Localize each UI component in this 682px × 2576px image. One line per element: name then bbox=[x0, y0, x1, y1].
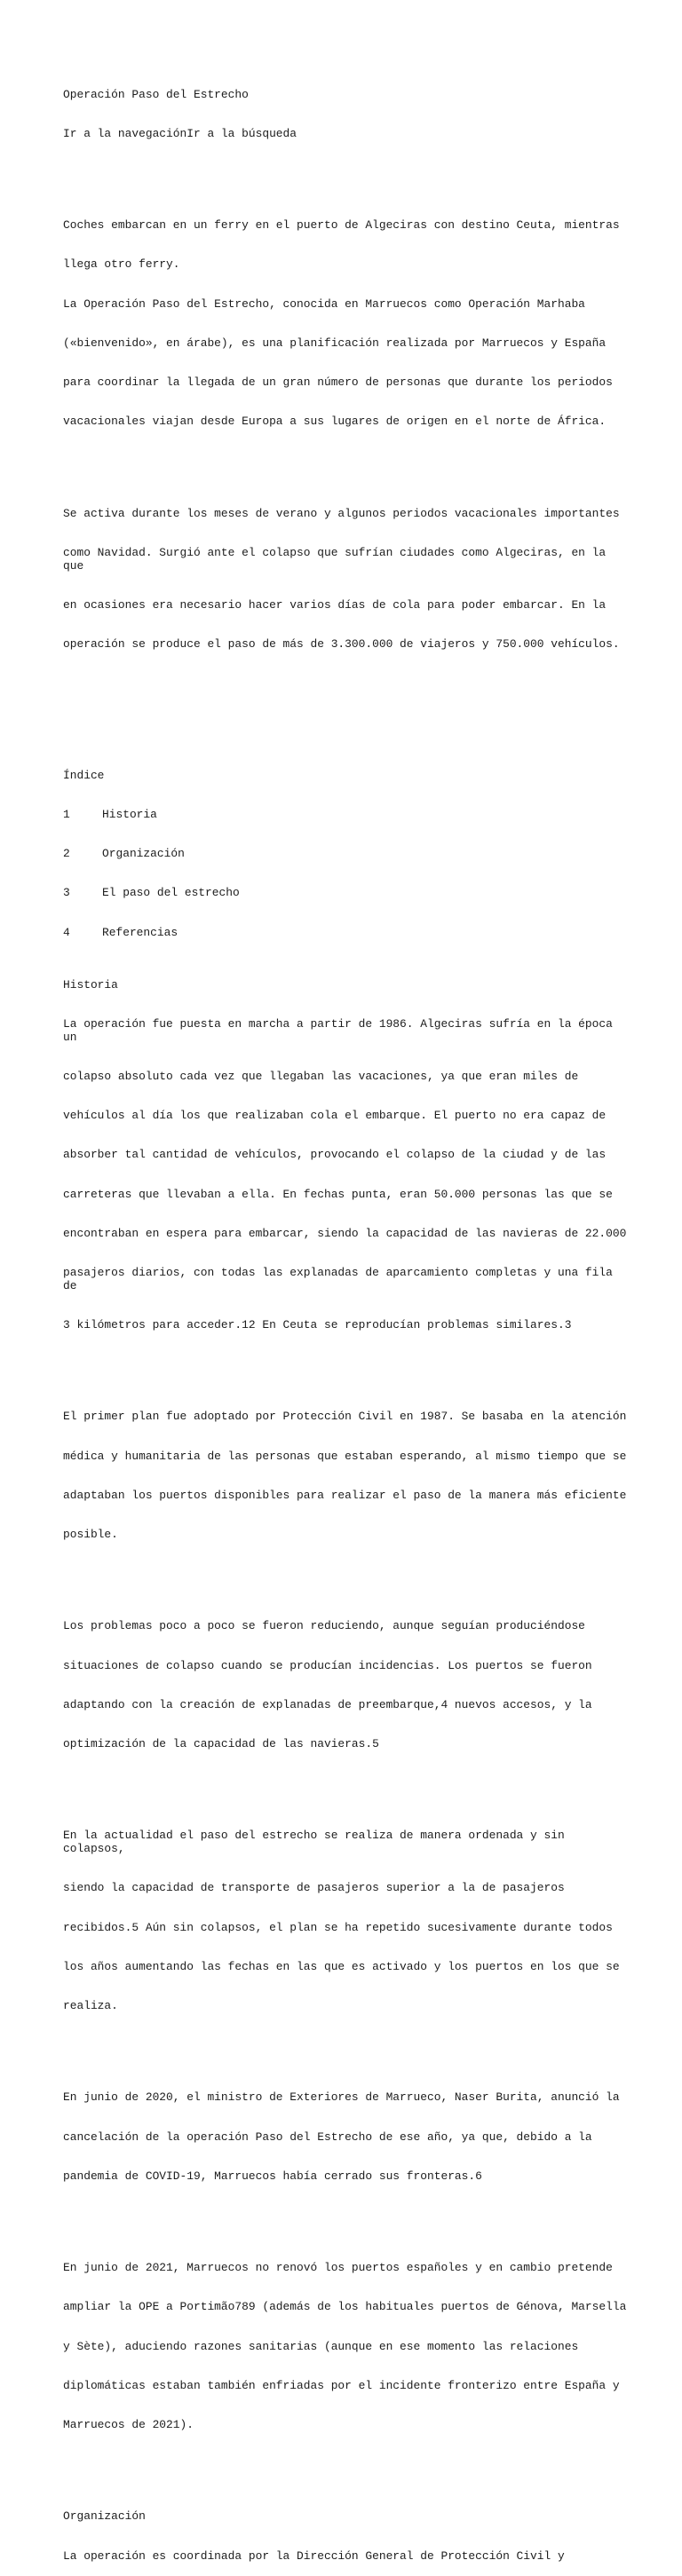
spacer bbox=[63, 2039, 631, 2052]
page-title: Operación Paso del Estrecho bbox=[63, 87, 249, 101]
section-heading-historia: Historia bbox=[63, 977, 118, 992]
spacer bbox=[63, 2209, 631, 2223]
intro-paragraph-line: vacacionales viajan desde Europa a sus lugares de origen en el norte de África. bbox=[63, 415, 607, 429]
toc-item-number: 4 bbox=[63, 925, 70, 939]
toc-item-organizacion[interactable] bbox=[63, 848, 631, 861]
intro-paragraph-line: para coordinar la llegada de un gran número de personas que durante los periodos bbox=[63, 375, 613, 389]
historia-paragraph-line: Marruecos de 2021). bbox=[63, 2418, 194, 2431]
section-heading-organizacion: Organización bbox=[63, 2509, 146, 2524]
historia-paragraph-line: y Sète), aduciendo razones sanitarias (aunque en ese momento las relaciones bbox=[63, 2339, 579, 2353]
intro-paragraph-line: Se activa durante los meses de verano y algunos periodos vacacionales importantes bbox=[63, 506, 620, 520]
spacer bbox=[63, 2458, 631, 2471]
historia-paragraph-line: adaptando con la creación de explanadas de preembarque,4 nuevos accesos, y la bbox=[63, 1697, 592, 1711]
toc-item-paso-estrecho[interactable] bbox=[63, 887, 631, 900]
toc-item-number: 3 bbox=[63, 886, 70, 900]
historia-paragraph-line: encontraban en espera para embarcar, siendo la capacidad de las navieras de 22.000 bbox=[63, 1226, 627, 1240]
spacer bbox=[63, 1358, 631, 1371]
historia-paragraph-line: los años aumentando las fechas en las que es activado y los puertos en los que se bbox=[63, 1959, 620, 1973]
intro-paragraph-line: La Operación Paso del Estrecho, conocida en Marruecos como Operación Marhaba bbox=[63, 296, 585, 311]
toc-item-label[interactable]: Referencias bbox=[102, 925, 178, 939]
historia-paragraph-line: recibidos.5 Aún sin colapsos, el plan se ha repetido sucesivamente durante todos bbox=[63, 1920, 613, 1934]
historia-paragraph-line: Los problemas poco a poco se fueron reduciendo, aunque seguían produciéndose bbox=[63, 1619, 585, 1633]
historia-paragraph-line: pandemia de COVID-19, Marruecos había cerrado sus fronteras.6 bbox=[63, 2169, 482, 2183]
historia-paragraph-line: En la actualidad el paso del estrecho se realiza de manera ordenada y sin colapsos, bbox=[63, 1829, 572, 1855]
historia-paragraph-line: pasajeros diarios, con todas las explanadas de aparcamiento completas y una fila de bbox=[63, 1266, 620, 1292]
historia-paragraph-line: colapso absoluto cada vez que llegaban las vacaciones, ya que eran miles de bbox=[63, 1069, 579, 1083]
image-caption-line: Coches embarcan en un ferry en el puerto de Algeciras con destino Ceuta, mientras bbox=[63, 218, 620, 232]
historia-paragraph-line: optimización de la capacidad de las navieras.5 bbox=[63, 1737, 379, 1750]
historia-paragraph-line: diplomáticas estaban también enfriadas por el incidente fronterizo entre España y bbox=[63, 2378, 620, 2392]
historia-paragraph-line: carreteras que llevaban a ella. En fechas punta, eran 50.000 personas las que se bbox=[63, 1187, 613, 1201]
spacer bbox=[63, 1777, 631, 1790]
toc-item-referencias[interactable] bbox=[63, 927, 631, 940]
spacer bbox=[63, 1568, 631, 1581]
historia-paragraph-line: vehículos al día los que realizaban cola el embarque. El puerto no era capaz de bbox=[63, 1109, 607, 1122]
toc-item-label[interactable]: Historia bbox=[102, 807, 157, 821]
historia-paragraph-line: cancelación de la operación Paso del Estrecho de ese año, ya que, debido a la bbox=[63, 2130, 592, 2144]
intro-paragraph-line: como Navidad. Surgió ante el colapso que sufrían ciudades como Algeciras, en la que bbox=[63, 545, 613, 573]
historia-paragraph-line: En junio de 2021, Marruecos no renovó los puertos españoles y en cambio pretende bbox=[63, 2261, 613, 2274]
historia-paragraph-line: El primer plan fue adoptado por Protección Civil en 1987. Se basaba en la atención bbox=[63, 1410, 627, 1424]
historia-paragraph-line: realiza. bbox=[63, 1999, 118, 2012]
historia-paragraph-line: siendo la capacidad de transporte de pasajeros superior a la de pasajeros bbox=[63, 1881, 565, 1895]
organizacion-paragraph-line: La operación es coordinada por la Dirección General de Protección Civil y bbox=[63, 2548, 565, 2563]
toc-item-number: 1 bbox=[63, 807, 70, 821]
spacer bbox=[63, 717, 631, 731]
toc-item-label[interactable]: El paso del estrecho bbox=[102, 886, 240, 900]
historia-paragraph-line: 3 kilómetros para acceder.12 En Ceuta se reproducían problemas similares.3 bbox=[63, 1318, 572, 1331]
skip-links[interactable]: Ir a la navegaciónIr a la búsqueda bbox=[63, 126, 297, 140]
historia-paragraph-line: En junio de 2020, el ministro de Exteriores de Marrueco, Naser Burita, anunció la bbox=[63, 2090, 620, 2105]
toc-item-historia[interactable] bbox=[63, 809, 631, 822]
image-caption-line: llega otro ferry. bbox=[63, 257, 180, 272]
toc-title: Índice bbox=[63, 768, 105, 782]
toc-item-label[interactable]: Organización bbox=[102, 847, 185, 860]
toc-item-number: 2 bbox=[63, 847, 70, 860]
historia-paragraph-line: La operación fue puesta en marcha a partir de 1986. Algeciras sufría en la época un bbox=[63, 1016, 620, 1044]
spacer bbox=[63, 455, 631, 469]
document-page bbox=[63, 62, 631, 2576]
historia-paragraph-line: absorber tal cantidad de vehículos, provocando el colapso de la ciudad y de las bbox=[63, 1148, 607, 1162]
intro-paragraph-line: operación se produce el paso de más de 3.300.000 de viajeros y 750.000 vehículos. bbox=[63, 637, 620, 651]
spacer bbox=[63, 167, 631, 180]
spacer bbox=[63, 677, 631, 691]
historia-paragraph-line: situaciones de colapso cuando se producían incidencias. Los puertos se fueron bbox=[63, 1658, 592, 1672]
historia-paragraph-line: adaptaban los puertos disponibles para realizar el paso de la manera más eficiente bbox=[63, 1488, 627, 1502]
intro-paragraph-line: en ocasiones era necesario hacer varios días de cola para poder embarcar. En la bbox=[63, 597, 607, 612]
historia-paragraph-line: posible. bbox=[63, 1528, 118, 1541]
historia-paragraph-line: ampliar la OPE a Portimão789 (además de los habituales puertos de Génova, Marsella bbox=[63, 2300, 627, 2314]
historia-paragraph-line: médica y humanitaria de las personas que estaban esperando, al mismo tiempo que se bbox=[63, 1449, 627, 1463]
intro-paragraph-line: («bienvenido», en árabe), es una planificación realizada por Marruecos y España bbox=[63, 336, 607, 350]
